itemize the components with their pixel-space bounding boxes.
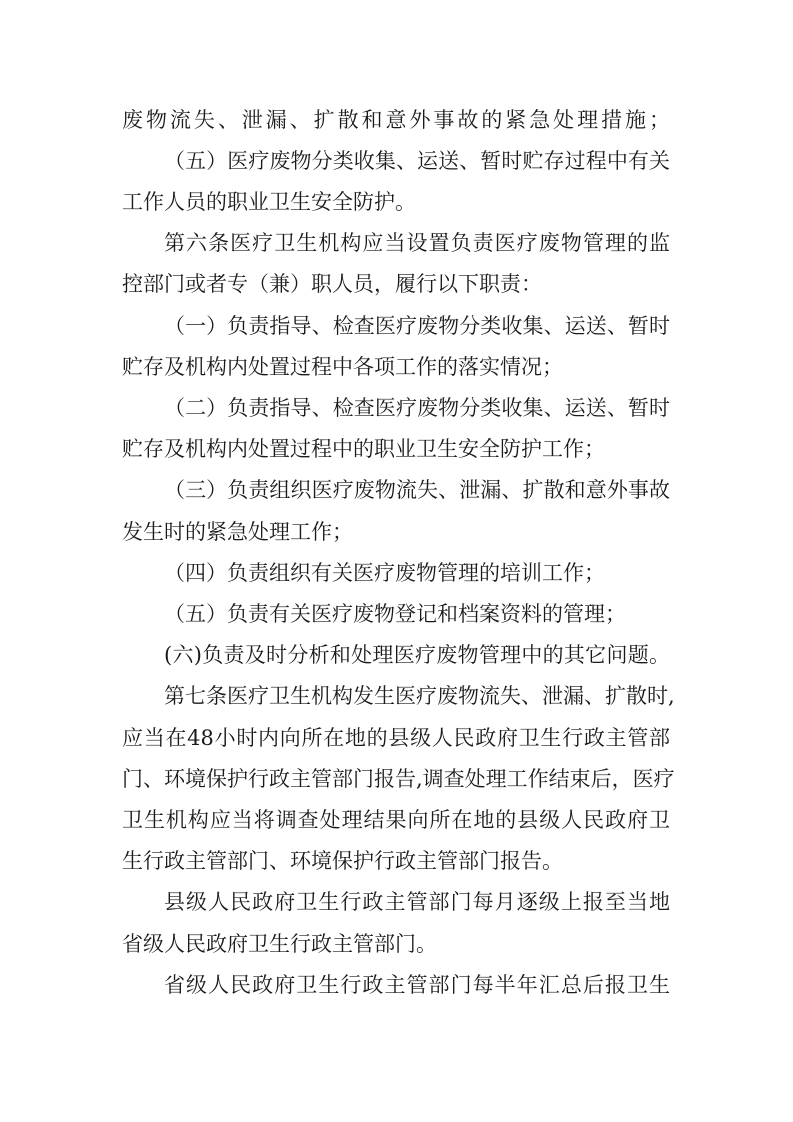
text-line: （五）医疗废物分类收集、运送、暂时贮存过程中有关 — [164, 149, 670, 173]
text-line: 县级人民政府卫生行政主管部门每月逐级上报至当地 — [164, 890, 670, 914]
text-line: 发生时的紧急处理工作； — [122, 520, 353, 544]
text-line: （二）负责指导、检查医疗废物分类收集、运送、暂时 — [164, 396, 670, 420]
text-line: 省级人民政府卫生行政主管部门每半年汇总后报卫生 — [164, 973, 670, 997]
text-line: 第七条医疗卫生机构发生医疗废物流失、泄漏、扩散时, — [164, 684, 675, 708]
text-line: (六)负责及时分析和处理医疗废物管理中的其它问题。 — [164, 643, 670, 667]
text-line: （四）负责组织有关医疗废物管理的培训工作； — [164, 561, 605, 585]
text-line: （一）负责指导、检查医疗废物分类收集、运送、暂时 — [164, 314, 670, 338]
text-line: 贮存及机构内处置过程中的职业卫生安全防护工作； — [122, 437, 605, 461]
text-line: 废物流失、泄漏、扩散和意外事故的紧急处理措施； — [122, 108, 670, 132]
text-line: 省级人民政府卫生行政主管部门。 — [122, 932, 437, 956]
text-line: 生行政主管部门、环境保护行政主管部门报告。 — [122, 849, 563, 873]
text-line: 卫生机构应当将调查处理结果向所在地的县级人民政府卫 — [122, 808, 670, 832]
text-line: 第六条医疗卫生机构应当设置负责医疗废物管理的监 — [164, 231, 670, 255]
text-line: 应当在48小时内向所在地的县级人民政府卫生行政主管部 — [122, 726, 670, 750]
text-line: （五）负责有关医疗废物登记和档案资料的管理； — [164, 602, 626, 626]
text-line: 控部门或者专（兼）职人员，履行以下职责： — [122, 272, 542, 296]
text-line: 工作人员的职业卫生安全防护。 — [122, 190, 416, 214]
text-line: （三）负责组织医疗废物流失、泄漏、扩散和意外事故 — [164, 478, 670, 502]
text-line: 门、环境保护行政主管部门报告,调查处理工作结束后，医疗 — [122, 767, 675, 791]
text-line: 贮存及机构内处置过程中各项工作的落实情况； — [122, 355, 563, 379]
